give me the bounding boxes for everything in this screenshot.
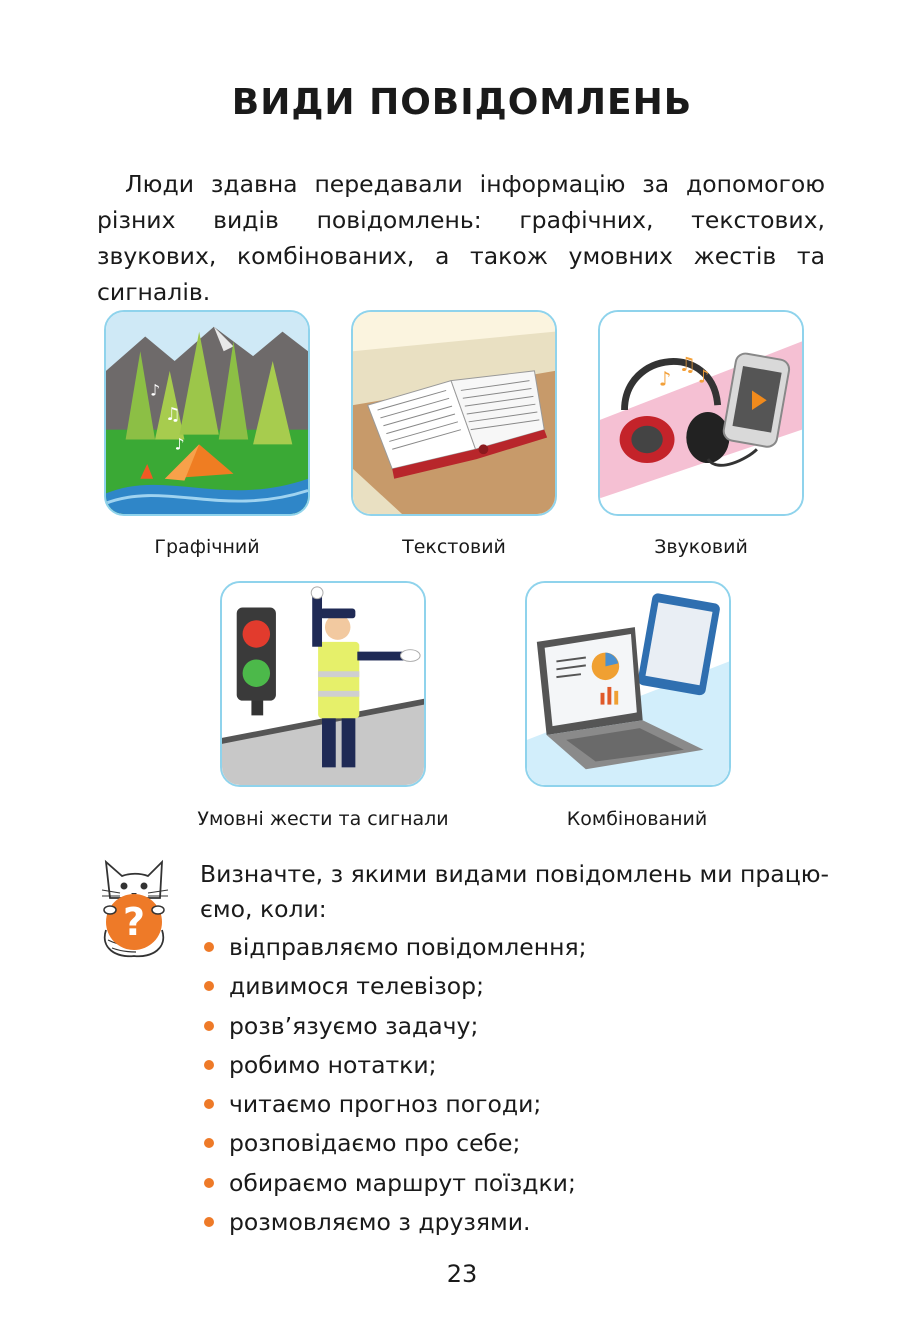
laptop-tablet-icon [527, 583, 729, 785]
svg-text:♫: ♫ [164, 404, 181, 425]
question-text [200, 857, 830, 927]
answer-list [202, 929, 587, 1243]
card-label-gestures: Умовні жести та сигнали [197, 808, 449, 830]
list-item: відправляємо повідомлення; [202, 929, 587, 968]
question-mark: ? [122, 900, 146, 944]
card-gestures [220, 581, 426, 787]
open-book-icon [353, 312, 555, 514]
page-number: 23 [446, 1260, 478, 1288]
headphones-phone-icon [600, 312, 802, 514]
list-item: розв’язуємо задачу; [202, 1008, 587, 1047]
list-item: читаємо прогноз погоди; [202, 1086, 587, 1125]
camping-scene-icon [106, 312, 308, 514]
svg-text:♫: ♫ [678, 352, 697, 376]
list-item: робимо нотатки; [202, 1047, 587, 1086]
card-sound [598, 310, 804, 516]
cat-question-icon [96, 858, 172, 958]
page-title: ВИДИ ПОВІДОМЛЕНЬ [231, 82, 693, 123]
card-label-text: Текстовий [402, 536, 506, 558]
card-combined [525, 581, 731, 787]
card-label-sound: Звуковий [654, 536, 748, 558]
svg-text:♪: ♪ [658, 367, 672, 391]
svg-text:♪: ♪ [150, 380, 161, 400]
question-line: Визначте, з якими видами повідомлень ми працю- ємо, коли: [200, 860, 829, 923]
card-text [351, 310, 557, 516]
svg-text:♪: ♪ [174, 434, 185, 454]
list-item: розмовляємо з друзями. [202, 1204, 587, 1243]
list-item: розповідаємо про себе; [202, 1125, 587, 1164]
card-label-combined: Комбінований [566, 808, 708, 830]
traffic-police-icon [222, 583, 424, 785]
list-item: дивимося телевізор; [202, 968, 587, 1007]
card-label-graphic: Графічний [154, 536, 260, 558]
list-item: обираємо маршрут поїздки; [202, 1165, 587, 1204]
intro-paragraph: Люди здавна передавали інформацію за допомогою різних видів повідомлень: графічних, текстових, звукових, комбінованих, а також умовних жестів та сигналів. [97, 170, 825, 306]
card-graphic [104, 310, 310, 516]
svg-text:♪: ♪ [698, 367, 710, 388]
